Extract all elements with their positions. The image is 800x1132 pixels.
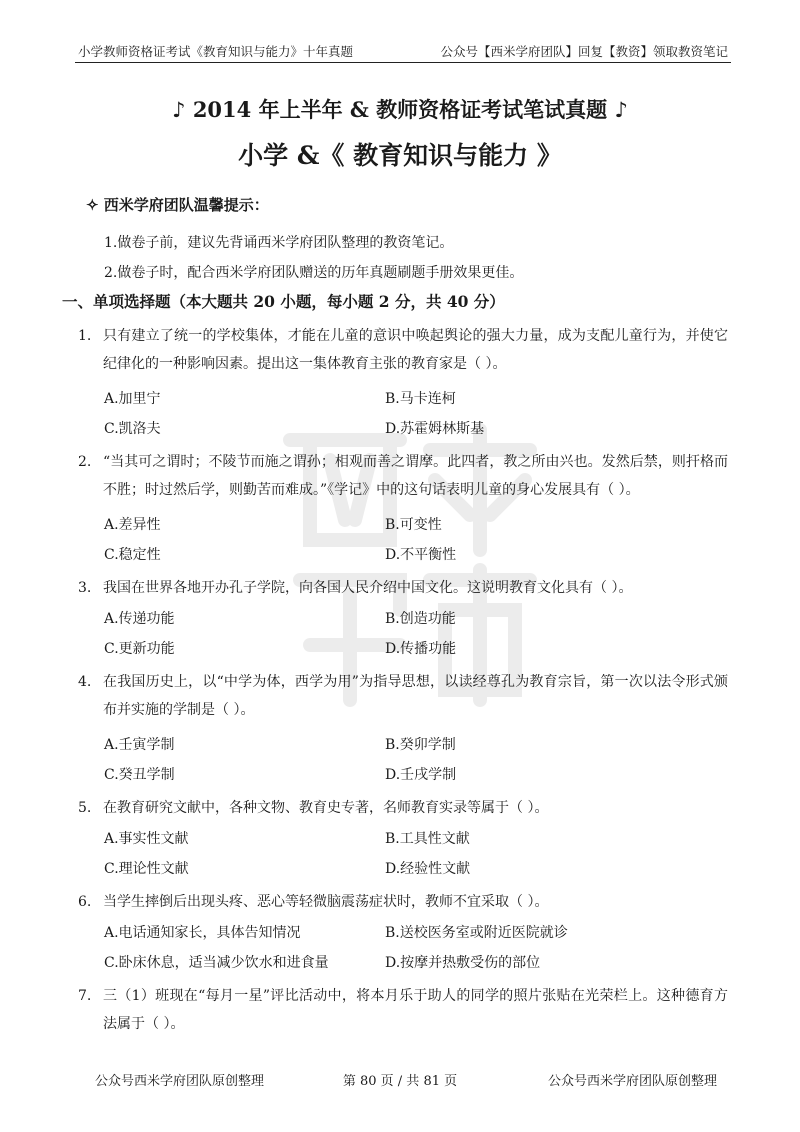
option-c: C.凯洛夫: [104, 421, 161, 437]
tip-item: 1.做卷子前，建议先背诵西米学府团队整理的教资笔记。: [104, 235, 454, 251]
question-text: 在我国历史上，以“中学为体，西学为用”为指导思想，以读经尊孔为教育宗旨，第一次以法令形式颁布并实施的学制是（ ）。: [103, 674, 728, 718]
footer-right-text: 公众号西米学府团队原创整理: [548, 1074, 718, 1089]
question-number: 7.: [78, 988, 92, 1004]
question-number: 6.: [78, 894, 92, 910]
option-b: B.创造功能: [385, 611, 456, 627]
tip-item: 2.做卷子时，配合西米学府团队赠送的历年真题刷题手册效果更佳。: [104, 265, 524, 281]
page-number: 第 80 页 / 共 81 页: [342, 1074, 458, 1089]
option-d: D.苏霍姆林斯基: [385, 421, 485, 437]
question-4: [78, 668, 728, 724]
header-divider: [75, 62, 731, 63]
option-c: C.癸丑学制: [104, 767, 175, 783]
question-5: [78, 794, 728, 822]
question-7: [78, 982, 728, 1038]
question-text: 在教育研究文献中，各种文物、教育史专著，名师教育实录等属于（ ）。: [103, 800, 549, 816]
header-left-text: 小学教师资格证考试《教育知识与能力》十年真题: [78, 44, 354, 59]
question-text: 三（1）班现在“每月一星”评比活动中，将本月乐于助人的同学的照片张贴在光荣栏上。这种德育方法属于（ ）。: [103, 988, 728, 1032]
option-b: B.工具性文献: [385, 831, 470, 847]
question-number: 4.: [78, 674, 92, 690]
question-text: “当其可之谓时；不陵节而施之谓孙；相观而善之谓摩。此四者，教之所由兴也。发然后禁，则扞格而不胜；时过然后学，则勤苦而难成。”《学记》中的这句话表明儿童的身心发展具有（ ）。: [103, 454, 728, 498]
option-c: C.稳定性: [104, 547, 161, 563]
option-c: C.更新功能: [104, 641, 175, 657]
question-3: [78, 574, 728, 602]
option-b: B.马卡连柯: [385, 391, 456, 407]
option-a: A.加里宁: [104, 391, 161, 407]
question-text: 只有建立了统一的学校集体，才能在儿童的意识中唤起舆论的强大力量，成为支配儿童行为，并使它纪律化的一种影响因素。提出这一集体教育主张的教育家是（ ）。: [103, 328, 728, 372]
header-right-text: 公众号【西米学府团队】回复【教资】领取教资笔记: [440, 44, 728, 59]
question-6: [78, 888, 728, 916]
tips-heading: ✧ 西米学府团队温馨提示：: [86, 196, 269, 214]
option-a: A.壬寅学制: [104, 737, 175, 753]
page-header: [78, 40, 728, 60]
exam-title: ♪ 2014 年上半年 & 教师资格证考试笔试真题 ♪: [172, 97, 628, 122]
option-a: A.电话通知家长，具体告知情况: [104, 925, 301, 941]
question-2: [78, 448, 728, 504]
footer-left-text: 公众号西米学府团队原创整理: [95, 1074, 265, 1089]
question-number: 2.: [78, 454, 92, 470]
option-d: D.传播功能: [385, 641, 457, 657]
section-title: 一、单项选择题（本大题共 20 小题，每小题 2 分，共 40 分）: [62, 292, 505, 311]
question-number: 5.: [78, 800, 92, 816]
option-c: C.卧床休息，适当减少饮水和进食量: [104, 955, 329, 971]
question-text: 当学生摔倒后出现头疼、恶心等轻微脑震荡症状时，教师不宜采取（ ）。: [103, 894, 549, 910]
option-b: B.送校医务室或附近医院就诊: [385, 925, 568, 941]
subject-title: 小学 &《 教育知识与能力 》: [238, 141, 562, 170]
option-c: C.理论性文献: [104, 861, 189, 877]
question-text: 我国在世界各地开办孔子学院，向各国人民介绍中国文化。这说明教育文化具有（ ）。: [103, 580, 633, 596]
question-number: 1.: [78, 328, 92, 344]
option-b: B.癸卯学制: [385, 737, 456, 753]
option-d: D.壬戌学制: [385, 767, 457, 783]
option-d: D.按摩并热敷受伤的部位: [385, 955, 541, 971]
option-d: D.不平衡性: [385, 547, 457, 563]
option-a: A.差异性: [104, 517, 161, 533]
option-d: D.经验性文献: [385, 861, 471, 877]
question-number: 3.: [78, 580, 92, 596]
option-a: A.事实性文献: [104, 831, 189, 847]
option-b: B.可变性: [385, 517, 442, 533]
question-1: [78, 322, 728, 378]
option-a: A.传递功能: [104, 611, 175, 627]
